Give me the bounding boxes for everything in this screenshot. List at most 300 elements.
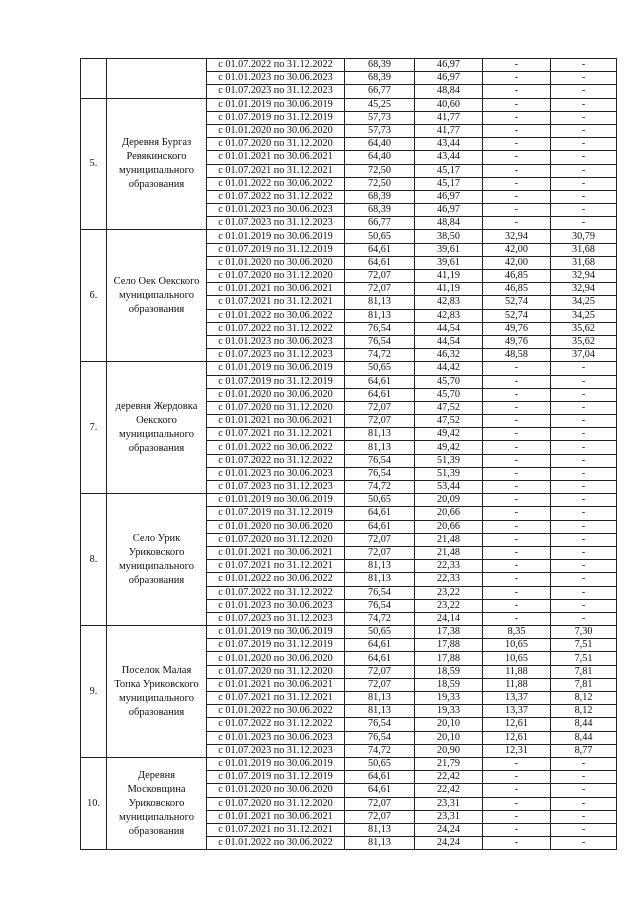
value-cell-1: 76,54 [345,599,415,612]
value-cell-1: 76,54 [345,335,415,348]
value-cell-4: - [551,138,617,151]
value-cell-4: - [551,784,617,797]
value-cell-3: - [483,494,551,507]
period-cell: с 01.07.2023 по 31.12.2023 [207,349,345,362]
value-cell-4: - [551,375,617,388]
value-cell-4: 8,77 [551,744,617,757]
value-cell-4: - [551,757,617,770]
table-row [81,230,617,243]
value-cell-3: 49,76 [483,335,551,348]
row-number: 6. [81,230,107,362]
value-cell-1: 81,13 [345,560,415,573]
settlement-name: Деревня Московщина Уриковского муниципального образования [107,757,207,849]
value-cell-2: 38,50 [415,230,483,243]
value-cell-1: 68,39 [345,204,415,217]
value-cell-1: 76,54 [345,454,415,467]
value-cell-3: - [483,784,551,797]
value-cell-4: - [551,797,617,810]
value-cell-3: - [483,823,551,836]
value-cell-4: - [551,467,617,480]
value-cell-2: 51,39 [415,454,483,467]
period-cell: с 01.07.2021 по 31.12.2021 [207,428,345,441]
row-number: 8. [81,494,107,626]
period-cell: с 01.01.2021 по 30.06.2021 [207,546,345,559]
period-cell: с 01.01.2023 по 30.06.2023 [207,731,345,744]
period-cell: с 01.07.2021 по 31.12.2021 [207,560,345,573]
period-cell: с 01.01.2021 по 30.06.2021 [207,678,345,691]
value-cell-1: 64,61 [345,652,415,665]
period-cell: с 01.01.2023 по 30.06.2023 [207,467,345,480]
value-cell-1: 72,07 [345,665,415,678]
row-number: 9. [81,626,107,758]
value-cell-2: 53,44 [415,481,483,494]
value-cell-1: 72,50 [345,164,415,177]
value-cell-2: 21,48 [415,533,483,546]
value-cell-4: - [551,72,617,85]
value-cell-1: 81,13 [345,837,415,850]
period-cell: с 01.01.2022 по 30.06.2022 [207,309,345,322]
value-cell-1: 50,65 [345,362,415,375]
value-cell-1: 50,65 [345,626,415,639]
value-cell-2: 22,42 [415,771,483,784]
value-cell-1: 81,13 [345,428,415,441]
value-cell-3: 42,00 [483,243,551,256]
value-cell-3: - [483,190,551,203]
value-cell-1: 50,65 [345,494,415,507]
value-cell-2: 19,33 [415,692,483,705]
value-cell-3: - [483,85,551,98]
period-cell: с 01.07.2023 по 31.12.2023 [207,85,345,98]
period-cell: с 01.01.2022 по 30.06.2022 [207,573,345,586]
period-cell: с 01.01.2019 по 30.06.2019 [207,362,345,375]
value-cell-2: 17,38 [415,626,483,639]
period-cell: с 01.01.2019 по 30.06.2019 [207,757,345,770]
value-cell-2: 21,48 [415,546,483,559]
value-cell-3: - [483,388,551,401]
value-cell-1: 64,40 [345,138,415,151]
period-cell: с 01.07.2022 по 31.12.2022 [207,59,345,72]
value-cell-4: - [551,546,617,559]
value-cell-3: 32,94 [483,230,551,243]
value-cell-3: - [483,375,551,388]
value-cell-1: 64,61 [345,243,415,256]
period-cell: с 01.01.2021 по 30.06.2021 [207,810,345,823]
value-cell-3: - [483,612,551,625]
value-cell-4: 30,79 [551,230,617,243]
value-cell-1: 72,50 [345,177,415,190]
value-cell-4: 8,12 [551,692,617,705]
value-cell-2: 20,66 [415,507,483,520]
value-cell-4: - [551,388,617,401]
period-cell: с 01.01.2021 по 30.06.2021 [207,151,345,164]
value-cell-3: - [483,533,551,546]
value-cell-4: - [551,111,617,124]
row-number: 5. [81,98,107,230]
value-cell-1: 64,61 [345,388,415,401]
value-cell-4: - [551,85,617,98]
value-cell-4: 7,51 [551,639,617,652]
value-cell-3: 13,37 [483,705,551,718]
value-cell-1: 57,73 [345,124,415,137]
value-cell-4: - [551,837,617,850]
period-cell: с 01.01.2022 по 30.06.2022 [207,441,345,454]
value-cell-4: - [551,151,617,164]
value-cell-1: 81,13 [345,573,415,586]
value-cell-3: - [483,138,551,151]
value-cell-2: 20,10 [415,718,483,731]
value-cell-2: 41,77 [415,124,483,137]
period-cell: с 01.07.2021 по 31.12.2021 [207,692,345,705]
period-cell: с 01.07.2023 по 31.12.2023 [207,744,345,757]
value-cell-4: 8,44 [551,731,617,744]
value-cell-3: - [483,757,551,770]
value-cell-3: 12,61 [483,731,551,744]
period-cell: с 01.01.2023 по 30.06.2023 [207,204,345,217]
value-cell-1: 81,13 [345,296,415,309]
value-cell-1: 76,54 [345,731,415,744]
value-cell-1: 72,07 [345,678,415,691]
value-cell-3: 52,74 [483,309,551,322]
table-row [81,59,617,72]
value-cell-2: 40,60 [415,98,483,111]
period-cell: с 01.01.2023 по 30.06.2023 [207,335,345,348]
value-cell-1: 76,54 [345,322,415,335]
value-cell-4: 32,94 [551,283,617,296]
period-cell: с 01.07.2019 по 31.12.2019 [207,771,345,784]
period-cell: с 01.01.2022 по 30.06.2022 [207,837,345,850]
value-cell-1: 64,40 [345,151,415,164]
value-cell-3: - [483,441,551,454]
period-cell: с 01.07.2020 по 31.12.2020 [207,533,345,546]
period-cell: с 01.07.2019 по 31.12.2019 [207,507,345,520]
value-cell-3: 52,74 [483,296,551,309]
value-cell-3: 46,85 [483,270,551,283]
value-cell-3: - [483,164,551,177]
period-cell: с 01.01.2021 по 30.06.2021 [207,415,345,428]
value-cell-3: - [483,151,551,164]
value-cell-2: 41,19 [415,270,483,283]
value-cell-2: 24,24 [415,837,483,850]
value-cell-2: 45,17 [415,164,483,177]
value-cell-4: - [551,573,617,586]
value-cell-2: 22,42 [415,784,483,797]
period-cell: с 01.07.2021 по 31.12.2021 [207,164,345,177]
value-cell-3: 48,58 [483,349,551,362]
period-cell: с 01.01.2019 по 30.06.2019 [207,494,345,507]
row-number [81,59,107,99]
value-cell-3: 13,37 [483,692,551,705]
value-cell-2: 47,52 [415,415,483,428]
value-cell-2: 45,70 [415,375,483,388]
period-cell: с 01.07.2019 по 31.12.2019 [207,375,345,388]
value-cell-2: 22,33 [415,573,483,586]
value-cell-3: - [483,810,551,823]
value-cell-3: 49,76 [483,322,551,335]
value-cell-2: 42,83 [415,309,483,322]
value-cell-4: 8,12 [551,705,617,718]
value-cell-1: 81,13 [345,692,415,705]
value-cell-2: 41,19 [415,283,483,296]
value-cell-4: 7,81 [551,665,617,678]
value-cell-3: - [483,362,551,375]
value-cell-2: 45,17 [415,177,483,190]
value-cell-1: 72,07 [345,270,415,283]
value-cell-3: - [483,204,551,217]
value-cell-1: 68,39 [345,190,415,203]
value-cell-3: - [483,98,551,111]
value-cell-3: 42,00 [483,256,551,269]
value-cell-4: - [551,217,617,230]
value-cell-3: - [483,415,551,428]
tariff-table [80,58,617,850]
value-cell-3: 11,88 [483,665,551,678]
value-cell-4: - [551,177,617,190]
period-cell: с 01.01.2023 по 30.06.2023 [207,599,345,612]
period-cell: с 01.01.2022 по 30.06.2022 [207,177,345,190]
value-cell-2: 24,24 [415,823,483,836]
value-cell-1: 64,61 [345,639,415,652]
period-cell: с 01.01.2020 по 30.06.2020 [207,256,345,269]
period-cell: с 01.07.2021 по 31.12.2021 [207,823,345,836]
period-cell: с 01.01.2019 по 30.06.2019 [207,626,345,639]
period-cell: с 01.07.2019 по 31.12.2019 [207,111,345,124]
value-cell-2: 24,14 [415,612,483,625]
value-cell-4: - [551,599,617,612]
value-cell-2: 46,97 [415,72,483,85]
value-cell-3: - [483,177,551,190]
value-cell-3: - [483,111,551,124]
value-cell-1: 64,61 [345,520,415,533]
value-cell-3: - [483,454,551,467]
value-cell-2: 49,42 [415,428,483,441]
value-cell-4: - [551,481,617,494]
value-cell-4: - [551,507,617,520]
value-cell-1: 64,61 [345,507,415,520]
value-cell-3: - [483,586,551,599]
value-cell-1: 68,39 [345,59,415,72]
value-cell-2: 23,22 [415,586,483,599]
value-cell-3: - [483,467,551,480]
value-cell-1: 66,77 [345,217,415,230]
period-cell: с 01.07.2022 по 31.12.2022 [207,718,345,731]
value-cell-4: - [551,771,617,784]
value-cell-1: 64,61 [345,375,415,388]
value-cell-4: - [551,190,617,203]
value-cell-2: 19,33 [415,705,483,718]
value-cell-1: 74,72 [345,744,415,757]
value-cell-1: 76,54 [345,586,415,599]
value-cell-4: - [551,204,617,217]
value-cell-3: 12,31 [483,744,551,757]
period-cell: с 01.07.2023 по 31.12.2023 [207,481,345,494]
period-cell: с 01.01.2021 по 30.06.2021 [207,283,345,296]
value-cell-2: 18,59 [415,678,483,691]
value-cell-4: - [551,59,617,72]
period-cell: с 01.07.2020 по 31.12.2020 [207,665,345,678]
table-row [81,757,617,770]
value-cell-1: 45,25 [345,98,415,111]
value-cell-3: - [483,428,551,441]
period-cell: с 01.01.2020 по 30.06.2020 [207,520,345,533]
value-cell-4: - [551,494,617,507]
settlement-name [107,59,207,99]
value-cell-2: 46,32 [415,349,483,362]
value-cell-4: - [551,520,617,533]
value-cell-1: 50,65 [345,230,415,243]
value-cell-2: 48,84 [415,85,483,98]
value-cell-4: 35,62 [551,322,617,335]
value-cell-4: - [551,415,617,428]
value-cell-4: - [551,441,617,454]
table-row [81,98,617,111]
value-cell-2: 46,97 [415,204,483,217]
value-cell-4: - [551,98,617,111]
period-cell: с 01.01.2023 по 30.06.2023 [207,72,345,85]
value-cell-1: 72,07 [345,533,415,546]
value-cell-3: - [483,72,551,85]
value-cell-2: 46,97 [415,59,483,72]
value-cell-2: 46,97 [415,190,483,203]
value-cell-1: 64,61 [345,784,415,797]
value-cell-1: 68,39 [345,72,415,85]
value-cell-1: 72,07 [345,797,415,810]
value-cell-1: 74,72 [345,481,415,494]
value-cell-2: 23,31 [415,810,483,823]
settlement-name: Село Урик Уриковского муниципального образования [107,494,207,626]
value-cell-2: 45,70 [415,388,483,401]
value-cell-2: 44,42 [415,362,483,375]
value-cell-2: 18,59 [415,665,483,678]
period-cell: с 01.01.2020 по 30.06.2020 [207,652,345,665]
value-cell-1: 76,54 [345,718,415,731]
value-cell-1: 66,77 [345,85,415,98]
period-cell: с 01.01.2020 по 30.06.2020 [207,388,345,401]
value-cell-1: 72,07 [345,810,415,823]
value-cell-3: 46,85 [483,283,551,296]
value-cell-4: - [551,428,617,441]
value-cell-1: 72,07 [345,283,415,296]
value-cell-4: - [551,124,617,137]
value-cell-2: 44,54 [415,322,483,335]
value-cell-3: - [483,124,551,137]
value-cell-2: 39,61 [415,256,483,269]
value-cell-4: 31,68 [551,243,617,256]
value-cell-1: 74,72 [345,612,415,625]
value-cell-3: - [483,481,551,494]
value-cell-2: 20,09 [415,494,483,507]
value-cell-2: 48,84 [415,217,483,230]
value-cell-4: - [551,533,617,546]
value-cell-4: - [551,612,617,625]
period-cell: с 01.07.2022 по 31.12.2022 [207,586,345,599]
period-cell: с 01.07.2022 по 31.12.2022 [207,190,345,203]
value-cell-4: - [551,401,617,414]
value-cell-1: 72,07 [345,546,415,559]
value-cell-4: - [551,586,617,599]
value-cell-4: 37,04 [551,349,617,362]
value-cell-2: 23,31 [415,797,483,810]
value-cell-4: - [551,560,617,573]
value-cell-3: - [483,520,551,533]
value-cell-1: 81,13 [345,441,415,454]
period-cell: с 01.07.2023 по 31.12.2023 [207,217,345,230]
value-cell-1: 50,65 [345,757,415,770]
value-cell-3: - [483,401,551,414]
value-cell-4: - [551,454,617,467]
value-cell-4: 34,25 [551,309,617,322]
value-cell-1: 76,54 [345,467,415,480]
value-cell-3: - [483,797,551,810]
table-row [81,626,617,639]
period-cell: с 01.01.2022 по 30.06.2022 [207,705,345,718]
settlement-name: Поселок Малая Топка Уриковского муниципального образования [107,626,207,758]
value-cell-3: 11,88 [483,678,551,691]
value-cell-4: - [551,810,617,823]
value-cell-4: 7,81 [551,678,617,691]
value-cell-1: 57,73 [345,111,415,124]
value-cell-3: - [483,59,551,72]
period-cell: с 01.01.2020 по 30.06.2020 [207,124,345,137]
value-cell-4: - [551,823,617,836]
period-cell: с 01.07.2019 по 31.12.2019 [207,639,345,652]
value-cell-4: 7,30 [551,626,617,639]
value-cell-1: 74,72 [345,349,415,362]
value-cell-2: 51,39 [415,467,483,480]
settlement-name: Село Оек Оекского муниципального образования [107,230,207,362]
value-cell-2: 21,79 [415,757,483,770]
value-cell-1: 81,13 [345,705,415,718]
value-cell-2: 23,22 [415,599,483,612]
value-cell-1: 64,61 [345,771,415,784]
value-cell-2: 43,44 [415,138,483,151]
period-cell: с 01.01.2020 по 30.06.2020 [207,784,345,797]
value-cell-3: 10,65 [483,639,551,652]
value-cell-3: 12,61 [483,718,551,731]
period-cell: с 01.07.2023 по 31.12.2023 [207,612,345,625]
value-cell-2: 39,61 [415,243,483,256]
value-cell-3: - [483,837,551,850]
value-cell-2: 42,83 [415,296,483,309]
value-cell-1: 72,07 [345,401,415,414]
value-cell-4: 7,51 [551,652,617,665]
period-cell: с 01.07.2021 по 31.12.2021 [207,296,345,309]
value-cell-2: 20,90 [415,744,483,757]
period-cell: с 01.07.2020 по 31.12.2020 [207,270,345,283]
tariff-table-body [81,59,617,850]
period-cell: с 01.07.2022 по 31.12.2022 [207,454,345,467]
value-cell-2: 41,77 [415,111,483,124]
period-cell: с 01.01.2019 по 30.06.2019 [207,230,345,243]
value-cell-3: 10,65 [483,652,551,665]
value-cell-2: 49,42 [415,441,483,454]
value-cell-4: - [551,362,617,375]
period-cell: с 01.07.2022 по 31.12.2022 [207,322,345,335]
value-cell-2: 22,33 [415,560,483,573]
value-cell-4: 32,94 [551,270,617,283]
value-cell-3: - [483,507,551,520]
value-cell-2: 43,44 [415,151,483,164]
table-row [81,362,617,375]
settlement-name: Деревня Бургаз Ревякинского муниципального образования [107,98,207,230]
value-cell-4: 31,68 [551,256,617,269]
settlement-name: деревня Жердовка Оекского муниципального образования [107,362,207,494]
value-cell-1: 81,13 [345,309,415,322]
value-cell-3: - [483,217,551,230]
row-number: 10. [81,757,107,849]
value-cell-3: - [483,573,551,586]
period-cell: с 01.07.2019 по 31.12.2019 [207,243,345,256]
table-row [81,494,617,507]
